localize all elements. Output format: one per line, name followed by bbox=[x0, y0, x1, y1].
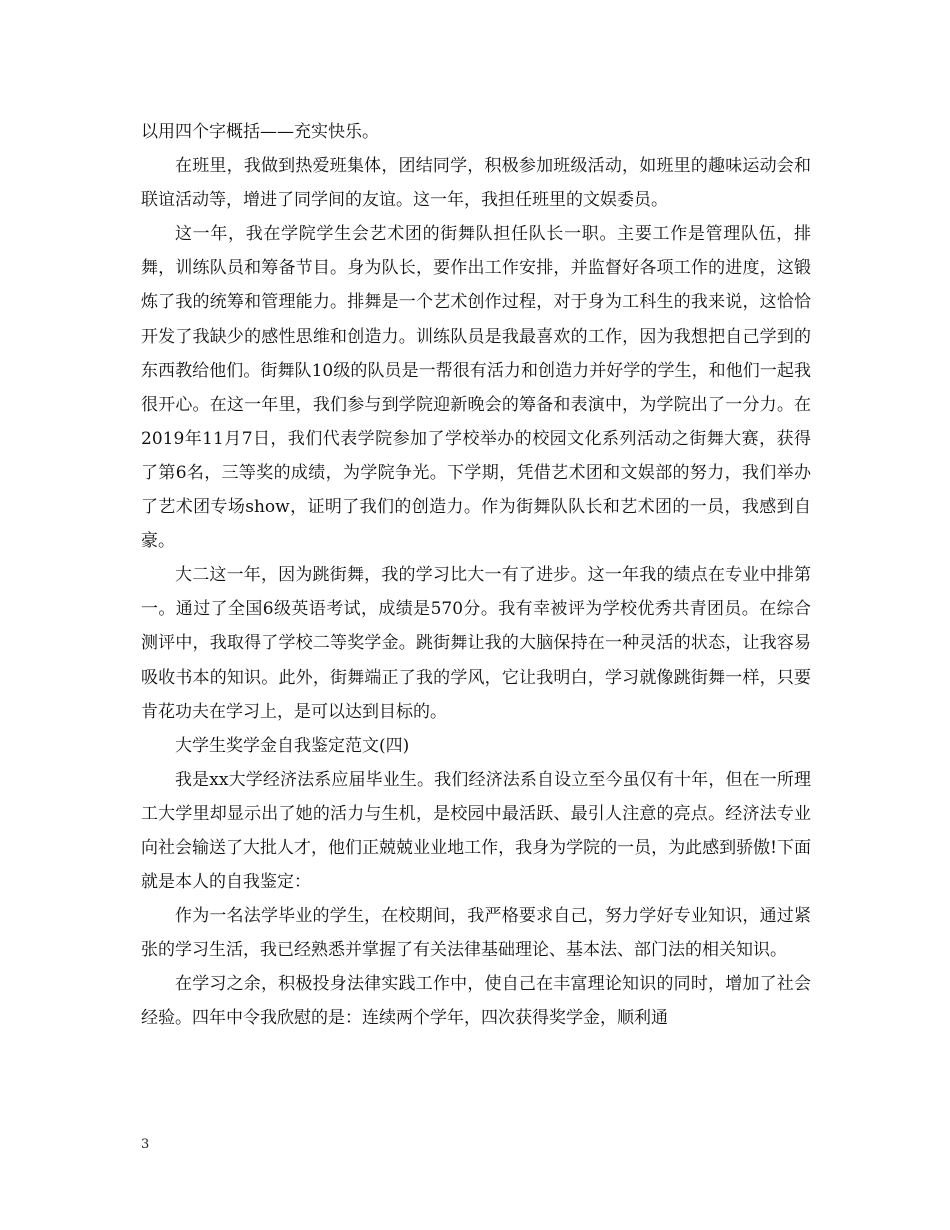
page-number: 3 bbox=[141, 1137, 150, 1152]
paragraph-1: 以用四个字概括——充实快乐。 bbox=[141, 122, 379, 142]
section-heading: 大学生奖学金自我鉴定范文(四) bbox=[175, 735, 410, 756]
paragraph-2: 在班里，我做到热爱班集体，团结同学，积极参加班级活动，如班里的趣味运动会和联谊活动等，增进了同学间的友谊。这一年，我担任班里的文娱委员。 bbox=[141, 156, 811, 211]
paragraph-7: 在学习之余，积极投身法律实践工作中，使自己在丰富理论知识的同时，增加了社会经验。四年中令我欣慰的是：连续两个学年，四次获得奖学金，顺利通 bbox=[141, 974, 811, 1029]
paragraph-4: 大二这一年，因为跳街舞，我的学习比大一有了进步。这一年我的绩点在专业中排第一。通过了全国6级英语考试，成绩是570分。我有幸被评为学校优秀共青团员。在综合测评中，我取得了学校二等奖学金。跳街舞让我的大脑保持在一种灵活的状态，让我容易吸收书本的知识。此外，街舞端正了我的学风，它让我明白，学习就像跳街舞一样，只要肯花功夫在学习上，是可以达到目标的。 bbox=[141, 565, 811, 722]
document-body bbox=[141, 115, 811, 1036]
paragraph-6: 作为一名法学毕业的学生，在校期间，我严格要求自己，努力学好专业知识，通过紧张的学习生活，我已经熟悉并掌握了有关法律基础理论、基本法、部门法的相关知识。 bbox=[141, 906, 811, 961]
paragraph-3: 这一年，我在学院学生会艺术团的街舞队担任队长一职。主要工作是管理队伍，排舞，训练队员和筹备节目。身为队长，要作出工作安排，并监督好各项工作的进度，这锻炼了我的统筹和管理能力。排舞是一个艺术创作过程，对于身为工科生的我来说，这恰恰开发了我缺少的感性思维和创造力。训练队员是我最喜欢的工作，因为我想把自己学到的东西教给他们。街舞队10级的队员是一帮很有活力和创造力并好学的学生，和他们一起我很开心。在这一年里，我们参与到学院迎新晚会的筹备和表演中，为学院出了一分力。在2019年11月7日，我们代表学院参加了学校举办的校园文化系列活动之街舞大赛，获得了第6名，三等奖的成绩，为学院争光。下学期，凭借艺术团和文娱部的努力，我们举办了艺术团专场show，证明了我们的创造力。作为街舞队队长和艺术团的一员，我感到自豪。 bbox=[141, 224, 811, 552]
paragraph-5: 我是xx大学经济法系应届毕业生。我们经济法系自设立至今虽仅有十年，但在一所理工大学里却显示出了她的活力与生机，是校园中最活跃、最引人注意的亮点。经济法专业向社会输送了大批人才，他们正兢兢业业地工作，我身为学院的一员，为此感到骄傲!下面就是本人的自我鉴定： bbox=[141, 769, 811, 893]
